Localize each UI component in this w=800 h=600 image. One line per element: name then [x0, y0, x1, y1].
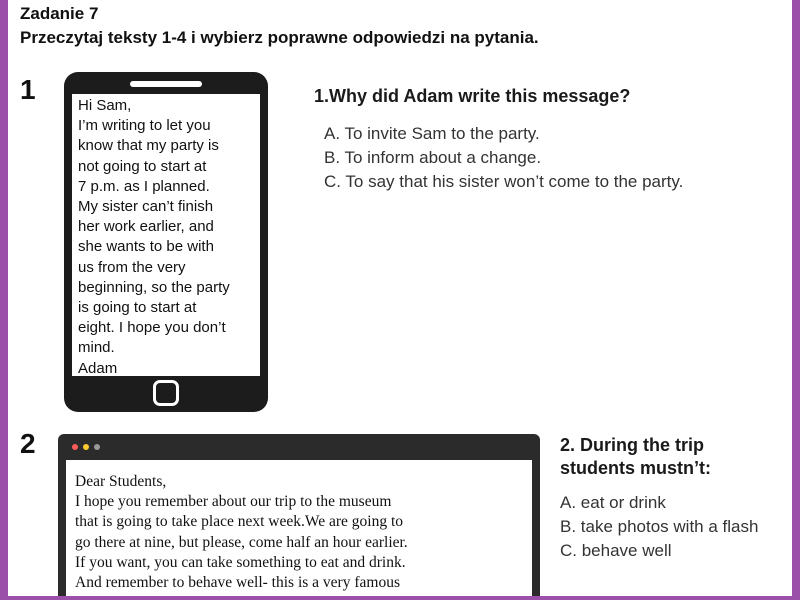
- answer-option-2b[interactable]: B. take photos with a flash: [560, 517, 759, 536]
- window-maximize-dot-icon: [94, 444, 100, 450]
- message-line: beginning, so the party: [78, 278, 230, 296]
- letter-line: Dear Students,: [75, 473, 167, 490]
- answer-option-2a[interactable]: A. eat or drink: [560, 493, 666, 512]
- browser-window-illustration: [58, 434, 540, 596]
- phone-speaker-icon: [130, 81, 202, 87]
- message-line: she wants to be with: [78, 238, 214, 256]
- phone-message: [72, 94, 260, 376]
- message-line: not going to start at: [78, 157, 207, 175]
- letter-line: go there at nine, but please, come half an hour earlier.: [75, 533, 408, 551]
- message-line: Adam: [78, 359, 118, 376]
- question-2-options: [560, 491, 758, 563]
- letter-line: that is going to take place next week.We are going to: [75, 513, 404, 531]
- text-number-1: 1: [20, 74, 36, 105]
- window-minimize-dot-icon: [83, 444, 89, 450]
- message-line: I’m writing to let you: [78, 117, 211, 135]
- letter-line: And remember to behave well- this is a very famous: [75, 574, 400, 592]
- text-number-2: 2: [20, 428, 36, 459]
- message-line: 7 p.m. as I planned.: [78, 177, 210, 195]
- message-line: us from the very: [78, 258, 186, 276]
- exercise-title: Zadanie 7: [20, 4, 99, 23]
- answer-option-2c[interactable]: C. behave well: [560, 541, 672, 560]
- browser-message: [66, 460, 532, 596]
- phone-illustration: [64, 72, 268, 412]
- worksheet-page: [8, 0, 792, 596]
- question-1-options: [324, 122, 683, 194]
- letter-line: I hope you remember about our trip to the museum: [75, 493, 392, 511]
- question-1-title: 1.Why did Adam write this message?: [314, 86, 631, 106]
- message-line: mind.: [78, 339, 115, 357]
- letter-line: If you want, you can take something to eat and drink.: [75, 553, 406, 571]
- question-2-title-line-1: 2. During the trip: [560, 435, 704, 455]
- message-line: My sister can’t finish: [78, 198, 214, 216]
- answer-option-1b[interactable]: B. To inform about a change.: [324, 148, 542, 167]
- window-close-dot-icon: [72, 444, 78, 450]
- question-2-title-line-2: students mustn’t:: [560, 458, 711, 478]
- phone-home-button-icon: [153, 380, 179, 406]
- message-line: eight. I hope you don’t: [78, 319, 226, 337]
- message-line: Hi Sam,: [78, 97, 132, 114]
- question-2-title: [560, 434, 790, 480]
- answer-option-1c[interactable]: C. To say that his sister won’t come to the party.: [324, 172, 684, 191]
- message-line: her work earlier, and: [78, 218, 214, 236]
- message-line: know that my party is: [78, 137, 219, 155]
- message-line: is going to start at: [78, 299, 197, 317]
- answer-option-1a[interactable]: A. To invite Sam to the party.: [324, 124, 540, 143]
- exercise-instruction: Przeczytaj teksty 1-4 i wybierz poprawne odpowiedzi na pytania.: [20, 28, 539, 47]
